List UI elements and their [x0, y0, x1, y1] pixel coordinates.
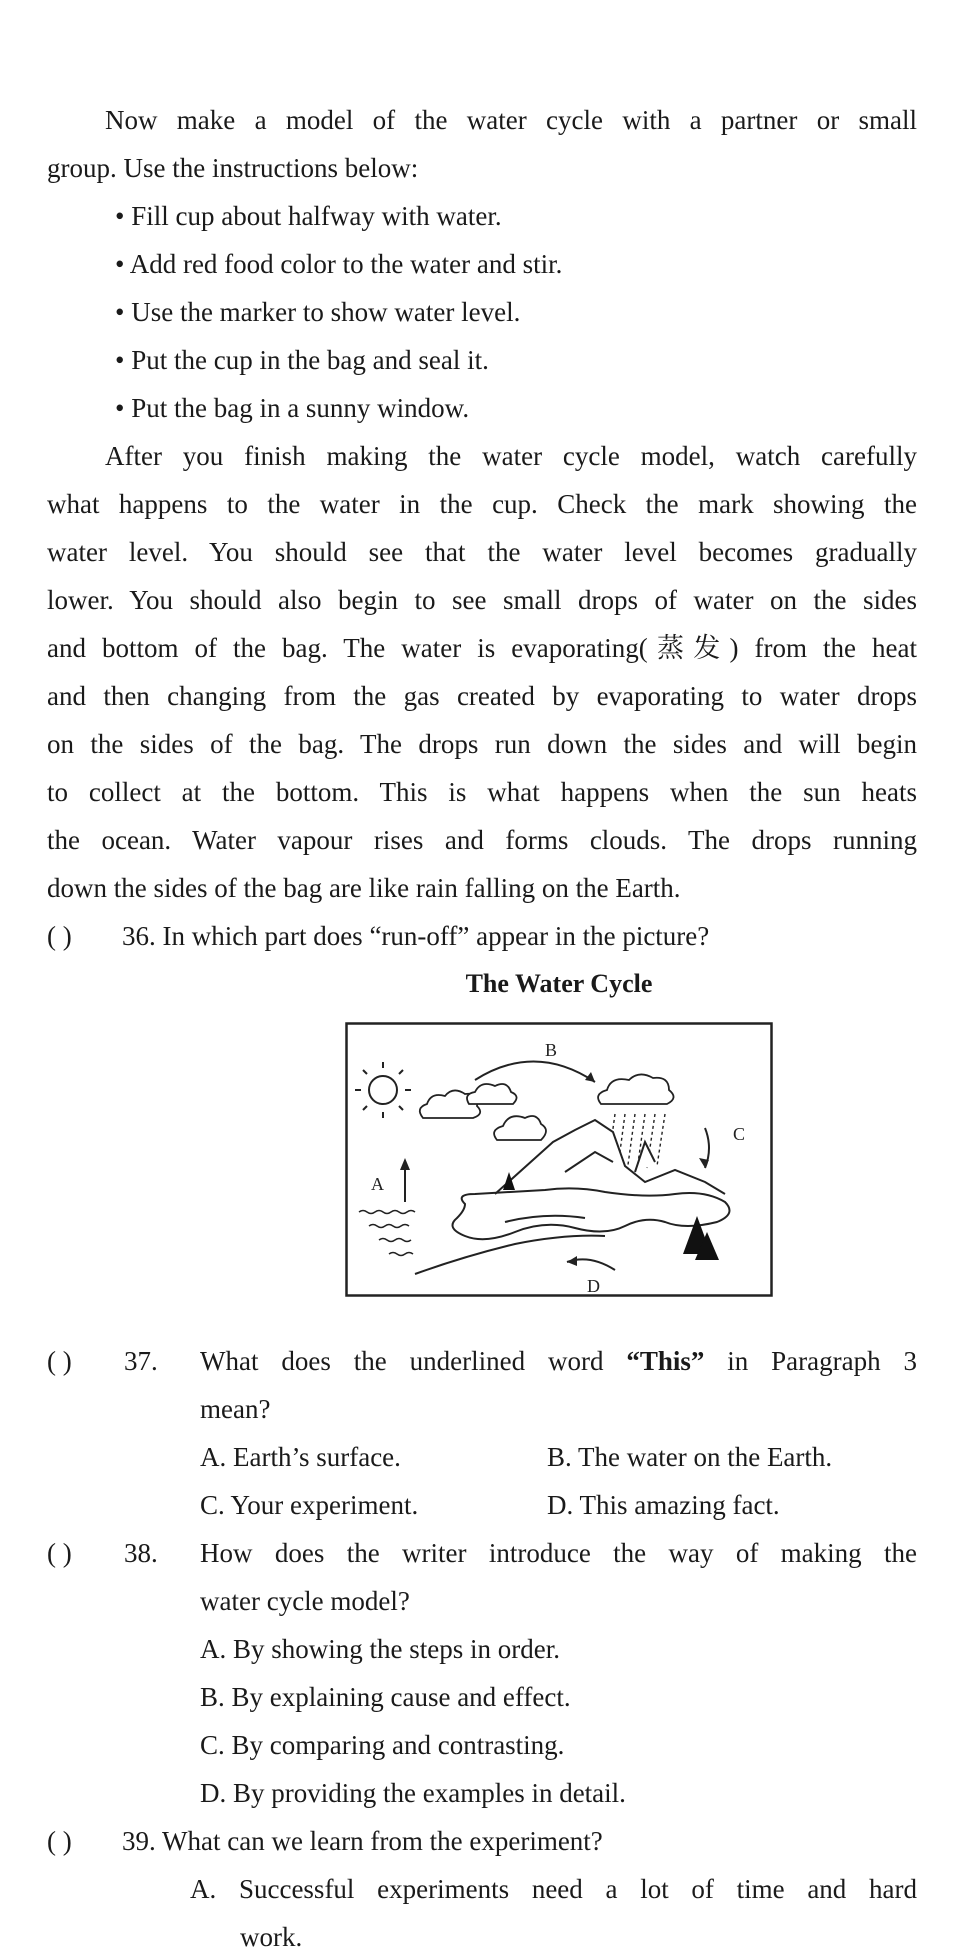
paragraph-line: water level. You should see that the water level becomes gradually	[47, 537, 917, 567]
water-cycle-diagram	[345, 1022, 773, 1297]
paragraph-line: After you finish making the water cycle model, watch carefully	[105, 441, 917, 471]
question-37-text: What does the underlined word “This” in Paragraph 3	[200, 1346, 918, 1376]
answer-blank[interactable]: ( )	[47, 921, 72, 951]
label-d: D	[587, 1276, 600, 1296]
paragraph-line: the ocean. Water vapour rises and forms clouds. The drops running	[47, 825, 917, 855]
intro-line-2: group. Use the instructions below:	[47, 153, 419, 183]
option-c[interactable]: C. By comparing and contrasting.	[200, 1730, 565, 1760]
option-d[interactable]: D. By providing the examples in detail.	[200, 1778, 626, 1808]
paragraph-line: to collect at the bottom. This is what happens when the sun heats	[47, 777, 917, 807]
instruction-item: • Add red food color to the water and stir.	[115, 249, 563, 279]
answer-blank[interactable]: ( )	[47, 1346, 72, 1376]
question-38-text: How does the writer introduce the way of making the	[200, 1538, 917, 1568]
paragraph-line: and bottom of the bag. The water is evaporating(蒸发) from the heat	[47, 633, 917, 663]
instruction-item: • Put the cup in the bag and seal it.	[115, 345, 489, 375]
answer-blank[interactable]: ( )	[47, 1826, 72, 1856]
paragraph-line: on the sides of the bag. The drops run down the sides and will begin	[47, 729, 917, 759]
option-a-line-2: work.	[240, 1922, 303, 1952]
paragraph-line: and then changing from the gas created by evaporating to water drops	[47, 681, 917, 711]
label-a: A	[371, 1174, 384, 1194]
question-37-number: 37.	[124, 1346, 158, 1376]
option-a[interactable]: A. By showing the steps in order.	[200, 1634, 560, 1664]
option-b[interactable]: B. By explaining cause and effect.	[200, 1682, 571, 1712]
intro-line-1: Now make a model of the water cycle with a partner or small	[105, 105, 917, 135]
figure-title: The Water Cycle	[465, 969, 653, 998]
paragraph-line: down the sides of the bag are like rain falling on the Earth.	[47, 873, 681, 903]
option-a[interactable]: A. Earth’s surface.	[200, 1442, 401, 1472]
question-39-text: 39. What can we learn from the experiment?	[122, 1826, 603, 1856]
question-38-text-line-2: water cycle model?	[200, 1586, 410, 1616]
instruction-item: • Put the bag in a sunny window.	[115, 393, 470, 423]
option-b[interactable]: B. The water on the Earth.	[547, 1442, 833, 1472]
paragraph-line: lower. You should also begin to see small drops of water on the sides	[47, 585, 917, 615]
answer-blank[interactable]: ( )	[47, 1538, 72, 1568]
question-36-text: 36. In which part does “run-off” appear in the picture?	[122, 921, 710, 951]
question-37-text-line-2: mean?	[200, 1394, 271, 1424]
paragraph-line: what happens to the water in the cup. Check the mark showing the	[47, 489, 917, 519]
question-38-number: 38.	[124, 1538, 158, 1568]
instruction-item: • Use the marker to show water level.	[115, 297, 521, 327]
option-a[interactable]: A. Successful experiments need a lot of time and hard	[190, 1874, 917, 1904]
label-c: C	[733, 1124, 746, 1144]
option-c[interactable]: C. Your experiment.	[200, 1490, 419, 1520]
label-b: B	[545, 1040, 558, 1060]
option-d[interactable]: D. This amazing fact.	[547, 1490, 780, 1520]
instruction-item: • Fill cup about halfway with water.	[115, 201, 502, 231]
